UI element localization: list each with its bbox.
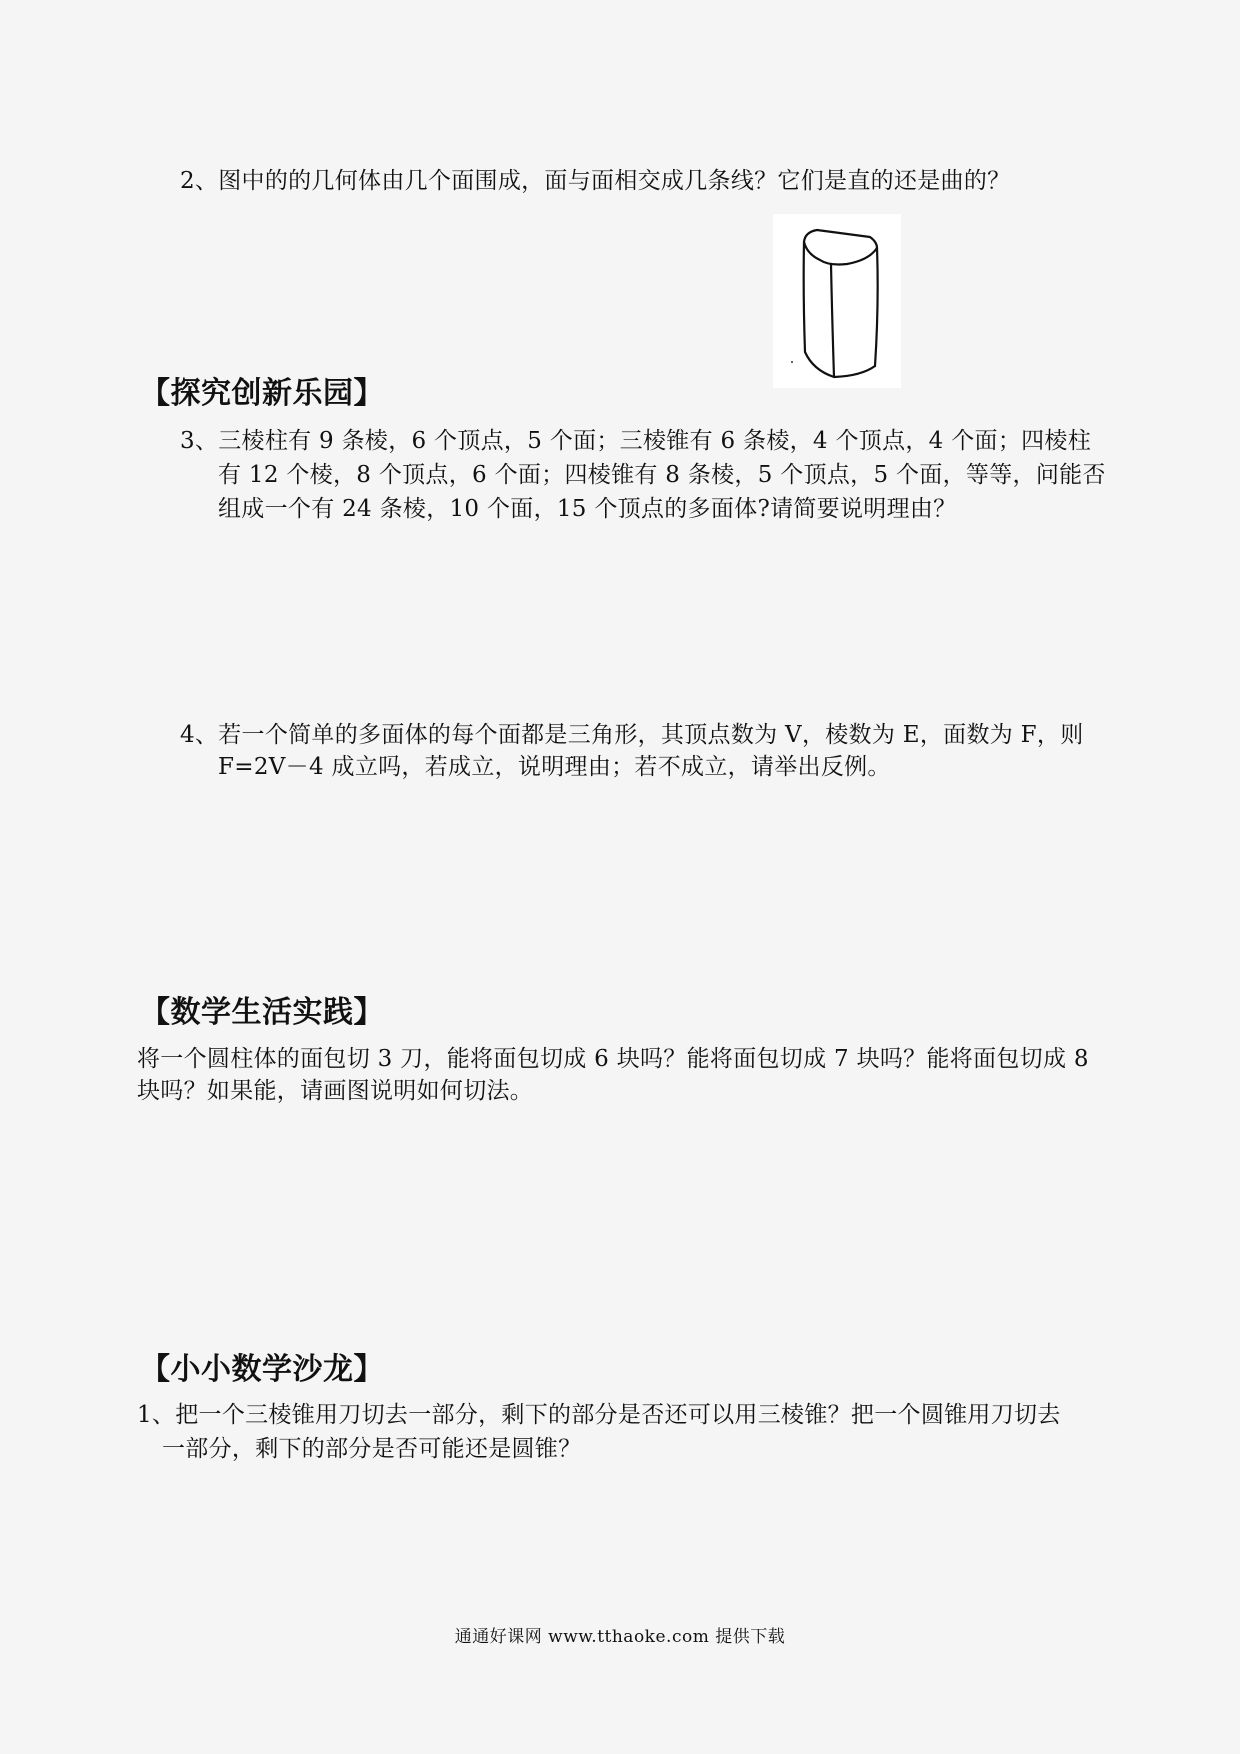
question-3-line-2: 有 12 个棱，8 个顶点，6 个面；四棱锥有 8 条棱，5 个顶点，5 个面，等等，问能否 [218, 462, 1106, 488]
question-3-line-1: 3、三棱柱有 9 条棱，6 个顶点，5 个面；三棱锥有 6 条棱，4 个顶点，4 个面；四棱柱 [180, 428, 1092, 454]
question-4-line-1: 4、若一个简单的多面体的每个面都是三角形，其顶点数为 V，棱数为 E，面数为 F，则 [180, 722, 1084, 748]
section-title-explore: 【探究创新乐园】 [140, 376, 384, 411]
section-title-salon: 【小小数学沙龙】 [140, 1352, 384, 1387]
question-2-text: 2、图中的的几何体由几个面围成，面与面相交成几条线？它们是直的还是曲的？ [180, 168, 1011, 194]
half-cylinder-solid-icon [773, 214, 901, 388]
section-title-practice: 【数学生活实践】 [140, 995, 384, 1030]
salon-question-1-line-1: 1、把一个三棱锥用刀切去一部分，剩下的部分是否还可以用三棱锥？把一个圆锥用刀切去 [137, 1402, 1061, 1428]
practice-line-1: 将一个圆柱体的面包切 3 刀，能将面包切成 6 块吗？能将面包切成 7 块吗？能将面包切成 8 [137, 1046, 1089, 1072]
question-4-line-2: F=2V－4 成立吗，若成立，说明理由；若不成立，请举出反例。 [218, 754, 891, 780]
salon-question-1-line-2: 一部分，剩下的部分是否可能还是圆锥？ [162, 1436, 582, 1462]
practice-line-2: 块吗？如果能，请画图说明如何切法。 [137, 1078, 534, 1104]
half-cylinder-drawing [773, 214, 901, 388]
footer-credit: 通通好课网 www.tthaoke.com 提供下载 [454, 1627, 786, 1647]
question-3-line-3: 组成一个有 24 条棱，10 个面，15 个顶点的多面体?请简要说明理由？ [218, 496, 957, 522]
speck-mark [791, 361, 793, 363]
